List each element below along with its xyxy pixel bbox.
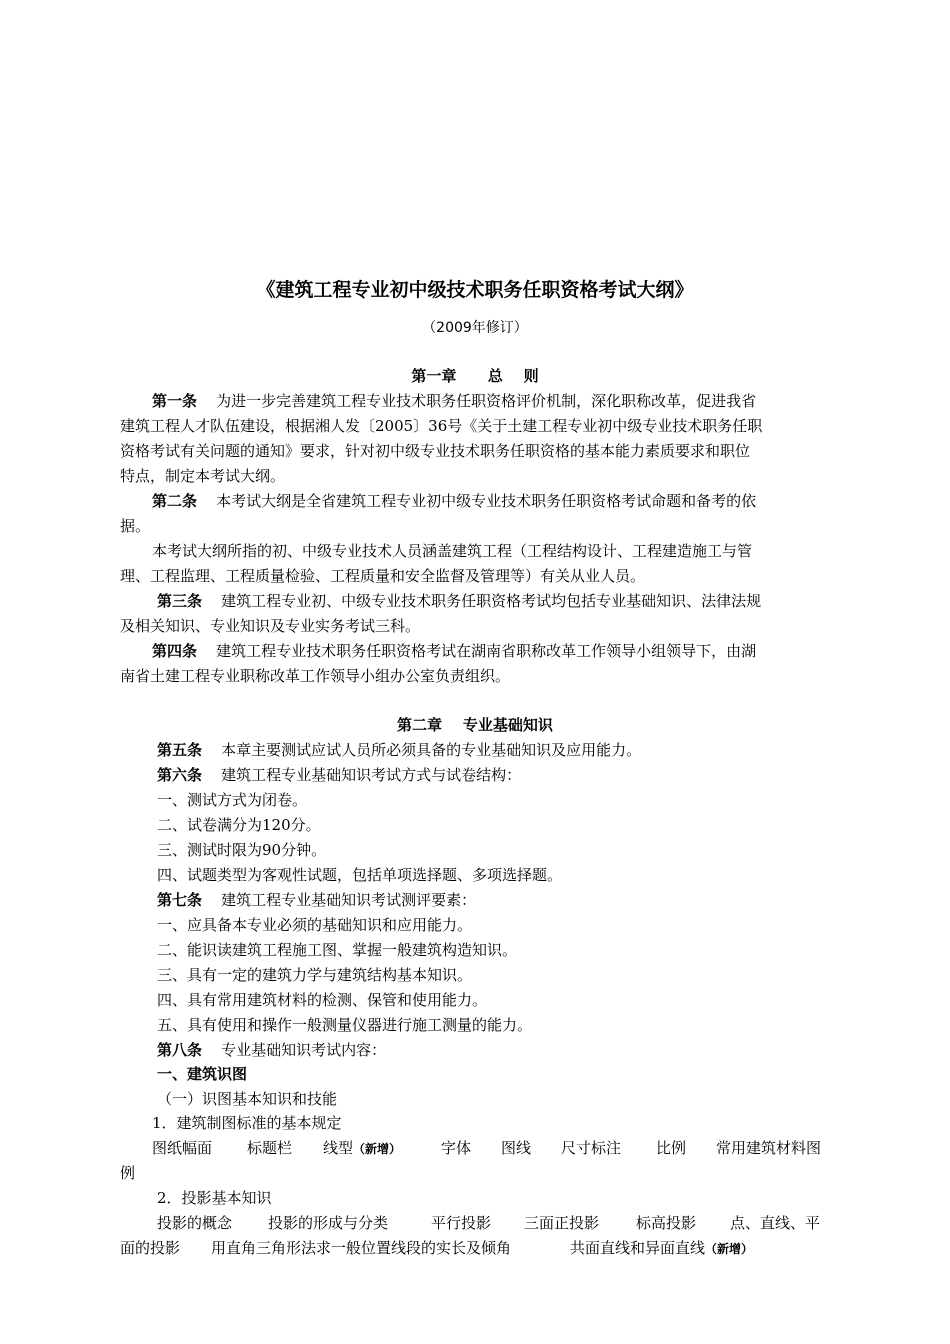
topic-heading: 2．投影基本知识 xyxy=(157,1189,272,1207)
topic-item: 用直角三角形法求一般位置线段的实长及倾角 xyxy=(211,1239,512,1257)
topic-item: 尺寸标注 xyxy=(561,1139,622,1157)
subsection-heading: （一）识图基本知识和技能 xyxy=(157,1090,338,1108)
article-3-line-2: 及相关知识、专业知识及专业实务考试三科。 xyxy=(120,617,421,635)
article-1-line-1: 第一条 为进一步完善建筑工程专业技术职务任职资格评价机制，深化职称改革，促进我省 xyxy=(152,392,757,410)
topic-item: 常用建筑材料图 xyxy=(716,1139,822,1157)
new-badge: （新增） xyxy=(353,1142,402,1156)
chapter-1-heading: 第一章 总 则 xyxy=(411,367,539,385)
article-4-line-2: 南省土建工程专业职称改革工作领导小组办公室负责组织。 xyxy=(120,667,511,685)
article-6-item: 二、试卷满分为120分。 xyxy=(157,816,321,834)
article-6-label: 第六条 xyxy=(157,766,203,784)
article-7-label: 第七条 xyxy=(157,891,203,909)
paragraph-line-1: 本考试大纲所指的初、中级专业技术人员涵盖建筑工程（工程结构设计、工程建造施工与管 xyxy=(152,542,753,560)
topic-item: 标高投影 xyxy=(636,1214,697,1232)
article-7-item: 二、能识读建筑工程施工图、掌握一般建筑构造知识。 xyxy=(157,941,518,959)
article-1-line-3: 资格考试有关问题的通知》要求，针对初中级专业技术职务任职资格的基本能力素质要求和职位 xyxy=(120,442,751,460)
article-5-label: 第五条 xyxy=(157,741,203,759)
article-7: 第七条 建筑工程专业基础知识考试测评要素： xyxy=(157,891,477,909)
topic-item: 点、直线、平 xyxy=(730,1214,821,1232)
article-6-item: 四、试题类型为客观性试题，包括单项选择题、多项选择题。 xyxy=(157,866,563,884)
article-4-line-1: 第四条 建筑工程专业技术职务任职资格考试在湖南省职称改革工作领导小组领导下，由湖 xyxy=(152,642,757,660)
article-6-item: 三、测试时限为90分钟。 xyxy=(157,841,327,859)
article-2-label: 第二条 xyxy=(152,492,198,510)
chapter-2-heading: 第二章 专业基础知识 xyxy=(397,716,553,734)
paragraph-line-2: 理、工程监理、工程质量检验、工程质量和安全监督及管理等）有关从业人员。 xyxy=(120,567,646,585)
topic-item: 投影的概念 xyxy=(157,1214,233,1232)
article-2-line-1: 第二条 本考试大纲是全省建筑工程专业初中级专业技术职务任职资格考试命题和备考的依 xyxy=(152,492,757,510)
topic-item: 图纸幅面 xyxy=(152,1139,213,1157)
article-3-label: 第三条 xyxy=(157,592,203,610)
topic-heading: 1．建筑制图标准的基本规定 xyxy=(152,1114,342,1132)
topic-item: 面的投影 xyxy=(120,1239,181,1257)
article-1-line-2: 建筑工程人才队伍建设，根据湘人发〔2005〕36号《关于土建工程专业初中级专业技术职务任职 xyxy=(120,417,763,435)
doc-subtitle: （2009年修订） xyxy=(422,320,528,336)
article-7-item: 五、具有使用和操作一般测量仪器进行施工测量的能力。 xyxy=(157,1016,533,1034)
article-5: 第五条 本章主要测试应试人员所必须具备的专业基础知识及应用能力。 xyxy=(157,741,642,759)
article-4-label: 第四条 xyxy=(152,642,198,660)
topic-row-1-continued: 例 xyxy=(120,1164,136,1182)
topic-row-3 xyxy=(0,1238,950,1258)
article-7-item: 三、具有一定的建筑力学与建筑结构基本知识。 xyxy=(157,966,473,984)
doc-title: 《建筑工程专业初中级技术职务任职资格考试大纲》 xyxy=(256,279,694,301)
article-8-label: 第八条 xyxy=(157,1041,203,1059)
topic-item: 标题栏 xyxy=(247,1139,293,1157)
article-6-item: 一、测试方式为闭卷。 xyxy=(157,791,308,809)
topic-item: 比例 xyxy=(656,1139,687,1157)
topic-row-1 xyxy=(0,1138,950,1158)
topic-item: 线型（新增） xyxy=(323,1139,402,1157)
article-1-label: 第一条 xyxy=(152,392,198,410)
section-heading: 一、建筑识图 xyxy=(157,1065,248,1083)
topic-row-2 xyxy=(0,1213,950,1233)
topic-item: 投影的形成与分类 xyxy=(268,1214,389,1232)
topic-item: 字体 xyxy=(441,1139,472,1157)
topic-item: 图线 xyxy=(501,1139,532,1157)
article-6: 第六条 建筑工程专业基础知识考试方式与试卷结构： xyxy=(157,766,522,784)
topic-item: 平行投影 xyxy=(431,1214,492,1232)
article-1-line-4: 特点，制定本考试大纲。 xyxy=(120,467,286,485)
article-8: 第八条 专业基础知识考试内容： xyxy=(157,1041,387,1059)
topic-item: 三面正投影 xyxy=(524,1214,600,1232)
article-2-line-2: 据。 xyxy=(120,517,151,535)
new-badge: （新增） xyxy=(705,1242,754,1256)
article-7-item: 四、具有常用建筑材料的检测、保管和使用能力。 xyxy=(157,991,488,1009)
topic-item: 共面直线和异面直线（新增） xyxy=(570,1239,754,1257)
article-7-item: 一、应具备本专业必须的基础知识和应用能力。 xyxy=(157,916,473,934)
article-3-line-1: 第三条 建筑工程专业初、中级专业技术职务任职资格考试均包括专业基础知识、法律法规 xyxy=(157,592,762,610)
